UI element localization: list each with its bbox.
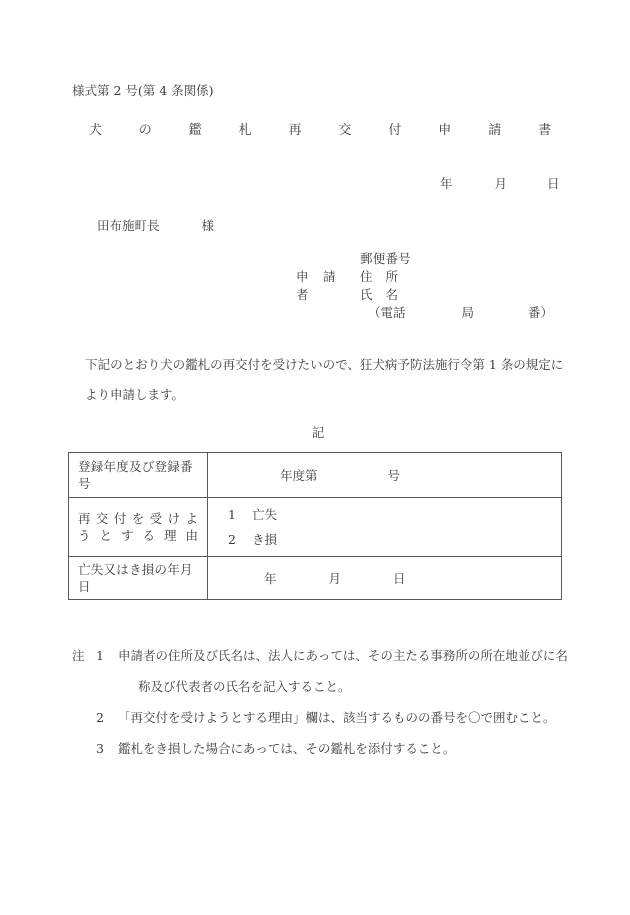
- note-1-text: [118, 640, 572, 702]
- date-day-label: 日: [546, 176, 560, 191]
- registration-label: 登録年度及び登録番号: [78, 459, 193, 491]
- row-label-cell-loss-date: [69, 557, 208, 600]
- address-label: 住 所: [360, 269, 399, 284]
- ki-marker: 記: [311, 425, 325, 440]
- page-title: [0, 119, 630, 138]
- page-title-text: 犬 の 鑑 札 再 交 付 申 請 書: [88, 123, 564, 138]
- table-row: [69, 498, 562, 557]
- date-month-label: 月: [494, 176, 507, 191]
- reason-option-1-number: 1: [228, 507, 236, 522]
- row-label-cell-reason: [69, 498, 208, 557]
- note-item-3: [72, 733, 572, 764]
- registration-value: [208, 466, 561, 484]
- row-value-cell-loss-date[interactable]: [208, 557, 562, 600]
- note-item-1: [72, 640, 572, 702]
- note-1-number: 1: [96, 648, 104, 663]
- note-2-number: 2: [96, 710, 104, 725]
- reason-option-1-label: 亡失: [251, 507, 277, 522]
- table-row: [69, 557, 562, 600]
- note-1-line-2: 称及び代表者の氏名を記入すること。: [138, 679, 351, 694]
- body-paragraph: [72, 350, 564, 410]
- date-year-label: 年: [440, 176, 453, 191]
- loss-date-value: [208, 569, 561, 587]
- reason-option-1[interactable]: [228, 502, 561, 527]
- reason-label-line-1: 再交付を受けよ: [78, 511, 198, 526]
- applicant-block: [296, 250, 553, 322]
- form-number: 様式第 2 号(第 4 条関係): [72, 83, 214, 98]
- reason-label-line-2: うとする理由: [78, 528, 198, 543]
- loss-date-month-label: 月: [328, 571, 341, 586]
- phone-close-label: 番）: [527, 305, 553, 320]
- reason-label-wrap: [69, 510, 207, 544]
- note-1-line-1: 申請者の住所及び氏名は、法人にあっては、その主たる事務所の所在地並びに名: [118, 648, 568, 663]
- registration-number-suffix: 号: [387, 468, 400, 483]
- reason-option-2-number: 2: [228, 532, 236, 547]
- note-3-number: 3: [96, 741, 104, 756]
- loss-date-label-wrap: [69, 561, 207, 595]
- addressee: [97, 216, 214, 234]
- row-value-cell-registration[interactable]: [208, 453, 562, 498]
- phone-exchange-label: 局: [461, 305, 474, 320]
- postal-code-label: 郵便番号: [360, 251, 412, 266]
- loss-date-year-label: 年: [264, 571, 277, 586]
- notes-section: [72, 640, 572, 764]
- notes-head-label: 注: [72, 648, 85, 663]
- body-line-1: 下記のとおり犬の鑑札の再交付を受けたいので、狂犬病予防法施行令第 1 条の規定に: [85, 357, 564, 372]
- form-table: [68, 452, 562, 600]
- applicant-key-label: 申 請 者: [296, 269, 341, 302]
- table-row: [69, 453, 562, 498]
- applicant-phone-row: [296, 304, 553, 322]
- reason-option-2-label: き損: [251, 532, 277, 547]
- row-value-cell-reason[interactable]: [208, 498, 562, 557]
- registration-label-wrap: [69, 458, 207, 492]
- addressee-honorific: 様: [201, 218, 214, 233]
- applicant-postal-row: [296, 250, 553, 268]
- note-3-text: 鑑札をき損した場合にあっては、その鑑札を添付すること。: [118, 741, 456, 756]
- reason-options: [208, 502, 561, 552]
- registration-year-prefix: 年度第: [280, 468, 318, 483]
- row-label-cell-registration: [69, 453, 208, 498]
- date-line: [440, 174, 559, 192]
- name-label: 氏 名: [360, 287, 399, 302]
- phone-open-label: （電話: [368, 305, 406, 320]
- body-line-2: より申請します。: [85, 387, 185, 402]
- loss-date-label: 亡失又はき損の年月日: [78, 562, 193, 594]
- phone-field: [360, 304, 553, 322]
- note-item-2: [72, 702, 572, 733]
- reason-option-2[interactable]: [228, 527, 561, 552]
- addressee-name: 田布施町長: [97, 218, 160, 233]
- loss-date-day-label: 日: [392, 571, 406, 586]
- note-2-text: 「再交付を受けようとする理由」欄は、該当するものの番号を〇で囲むこと。: [118, 710, 556, 725]
